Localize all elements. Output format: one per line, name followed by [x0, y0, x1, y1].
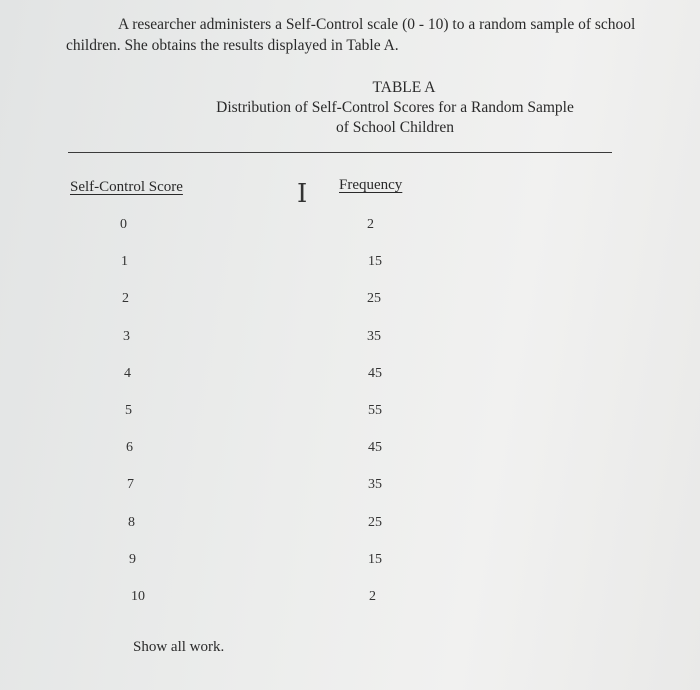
frequency-cell: 2: [367, 217, 374, 232]
text-cursor-icon: I: [297, 179, 308, 209]
column-header-frequency: Frequency: [339, 177, 403, 193]
score-cell: 9: [129, 552, 136, 567]
frequency-cell: 25: [368, 515, 382, 530]
frequency-cell: 2: [369, 589, 376, 604]
score-cell: 1: [121, 254, 128, 269]
score-cell: 4: [124, 366, 131, 381]
score-cell: 10: [131, 589, 145, 604]
frequency-cell: 15: [368, 254, 382, 269]
table-heading: [180, 78, 610, 138]
show-work-instruction: Show all work.: [133, 639, 225, 655]
frequency-cell: 55: [368, 403, 382, 418]
frequency-cell: 35: [367, 329, 381, 344]
frequency-cell: 25: [367, 291, 381, 306]
score-cell: 7: [127, 477, 134, 492]
intro-line-1: A researcher administers a Self-Control scale (0 - 10) to a random sample of school: [118, 16, 636, 33]
frequency-cell: 35: [368, 477, 382, 492]
score-cell: 6: [126, 440, 133, 455]
frequency-cell: 45: [368, 440, 382, 455]
score-cell: 8: [128, 515, 135, 530]
column-header-score: Self-Control Score: [70, 179, 183, 195]
intro-paragraph: [66, 14, 696, 56]
score-cell: 3: [123, 329, 130, 344]
score-cell: 2: [122, 291, 129, 306]
score-cell: 0: [120, 217, 127, 232]
table-label: TABLE A: [372, 79, 436, 96]
intro-line-2: children. She obtains the results displayed in Table A.: [66, 37, 399, 54]
frequency-cell: 45: [368, 366, 382, 381]
table-description-line-1: Distribution of Self-Control Scores for a Random Sample: [216, 99, 574, 116]
table-top-rule: [68, 152, 612, 153]
score-cell: 5: [125, 403, 132, 418]
frequency-cell: 15: [368, 552, 382, 567]
table-description-line-2: of School Children: [336, 119, 454, 136]
